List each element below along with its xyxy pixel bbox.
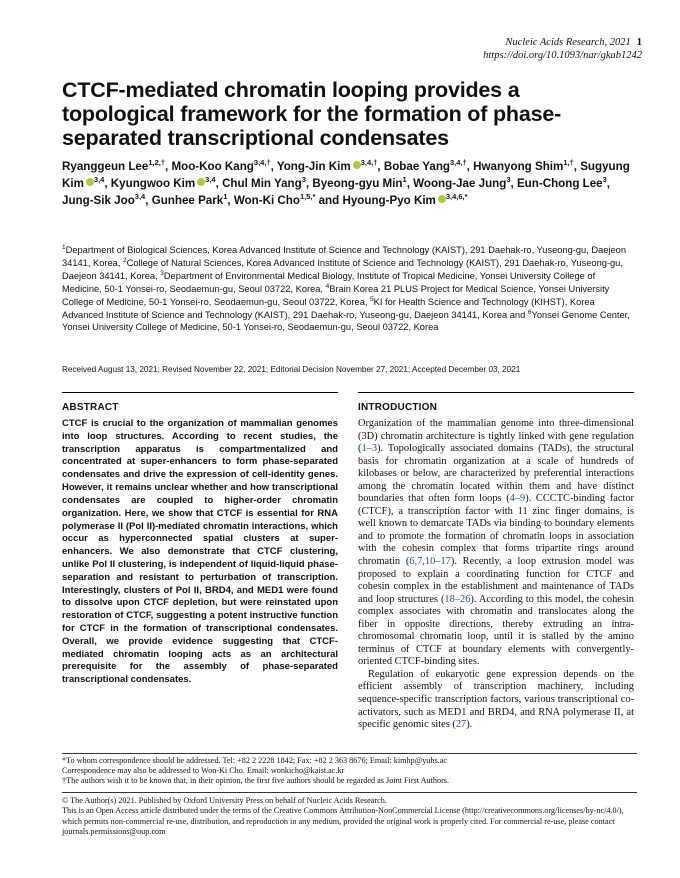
author-name: Hyoung-Pyo Kim xyxy=(342,194,436,207)
orcid-icon[interactable] xyxy=(353,161,361,169)
journal-header xyxy=(483,36,642,62)
paper-title: CTCF-mediated chromatin looping provides a topological framework for the formation of phase-separated transcriptional condensates xyxy=(62,78,562,150)
affiliation-marker: 6 xyxy=(527,308,532,316)
introduction-body xyxy=(358,418,634,732)
affiliation-marker: 5 xyxy=(370,295,374,303)
license-rule xyxy=(62,792,637,793)
author-name: Sugyung Kim xyxy=(62,160,630,190)
intro-text: ). CCCTC-binding factor (CTCF), a transcription factor with 11 zinc finger domains, is well known to demarcate TADs via binding to boundary elements and to promote the formation of chromatin loops in association with the cohesin complex that forms tripartite rings around chromatin ( xyxy=(358,493,634,568)
author-affiliation-marker: 1 xyxy=(223,192,228,202)
author-name: Jung-Sik Joo xyxy=(62,194,135,207)
license-block xyxy=(62,796,637,837)
citation-link[interactable]: 6,7,10–17 xyxy=(409,556,451,568)
author-affiliation-marker: 3,4 xyxy=(205,175,216,185)
author-name: Eun-Chong Lee xyxy=(516,177,603,190)
affiliation-text: KI for Health Science and Technology (KIHST), Korea Advanced Institute of Science and Technology (KAIST), 291 Daehak-ro, Yuseong-gu, Daejeon 34141, Korea and xyxy=(62,296,595,320)
author-affiliation-marker: 1 xyxy=(402,175,407,185)
intro-text: ). xyxy=(466,719,473,731)
author-affiliation-marker: 1,† xyxy=(563,158,574,168)
intro-text: Organization of the mammalian genome into three-dimensional (3D) chromatin architecture is tightly linked with gene regulation ( xyxy=(358,418,634,455)
author-name: Won-Ki Cho xyxy=(233,194,300,207)
author-name: Kyungwoo Kim xyxy=(110,177,196,190)
orcid-icon[interactable] xyxy=(86,178,94,186)
abstract-rule xyxy=(62,392,338,393)
affiliation-text: Department of Environmental Medical Biology, Institute of Tropical Medicine, Yonsei University College of Medicine, 50-1 Yonsei-ro, Seodaemun-gu, Seoul 03722, Korea, xyxy=(62,270,596,294)
affiliation-marker: 2 xyxy=(123,256,127,264)
abstract-text: CTCF is crucial to the organization of mammalian genomes into loop structures. According to recent studies, the transcription apparatus is compartmentalized and concentrated at super-enhancers to form phase-separated condensates and drive the expression of cell-identity genes. However, it remains unclear whether and how transcriptional condensates are coupled to higher-order chromatin organization. Here, we show that CTCF is essential for RNA polymerase II (Pol II)-mediated chromatin interactions, which occur as hyperconnected spatial clusters at super-enhancers. We also demonstrate that CTCF clustering, unlike Pol II clustering, is independent of liquid-liquid phase-separation and resistant to perturbation of transcription. Interestingly, clusters of Pol II, BRD4, and MED1 were found to dissolve upon CTCF depletion, but were reinstated upon restoration of CTCF, suggesting a potent instructive function for CTCF in the formation of transcriptional condensates. Overall, we provide evidence suggesting that CTCF-mediated chromatin looping acts as an architectural prerequisite for the assembly of phase-separated transcriptional condensates. xyxy=(62,418,338,686)
author-affiliation-marker: 3,4 xyxy=(134,192,146,202)
orcid-icon[interactable] xyxy=(438,195,446,203)
footnote-joint-authors: †The authors wish it to be known that, in their opinion, the first five authors should be regarded as Joint First Authors. xyxy=(62,776,450,786)
intro-text: ). According to this model, the cohesin complex associates with chromatin and translocates along the fiber in opposite directions, thereby extruding an intra-chromosomal chromatin loop, until it is stalled by the amino terminus of CTCF at boundary elements with convergently-oriented CTCF-binding sites. xyxy=(358,593,635,668)
license-text: This is an Open Access article distributed under the terms of the Creative Commons Attribution-NonCommercial License (http://creativecommons.org/licenses/by-nc/4.0/), which permits non-commercial re-use, distribution, and reproduction in any medium, provided the original work is properly cited. For commercial re-use, please contact journals.permissions@oup.com xyxy=(62,806,624,836)
received-dates: Received August 13, 2021; Revised November 22, 2021; Editorial Decision November 27, 2021; Accepted December 03, 2021 xyxy=(62,365,521,374)
citation-link[interactable]: 27 xyxy=(455,719,467,731)
author-name: Chul Min Yang xyxy=(222,177,302,190)
affiliation-marker: 3 xyxy=(160,269,164,277)
author-affiliation-marker: 3 xyxy=(506,175,511,185)
intro-paragraph-1 xyxy=(358,418,634,669)
citation-link[interactable]: 4–9 xyxy=(509,493,526,505)
author-affiliation-marker: 1,5,* xyxy=(299,192,316,202)
author-name: Ryanggeun Lee xyxy=(62,160,149,173)
footnote-rule xyxy=(62,753,637,754)
author-list: Ryanggeun Lee$^{1,2,\dagger}$, Moo-Koo Kang$^{3,4,\dagger}$, Yong-Jin Kim $^{3,4,\dagger}$, Bobae Yang$^{3,4,\dagger}$, Hwanyong Shim$^{1,\dagger}$, Sugyung Kim $^{3,4}$, Kyungwoo Kim $^{3,4}$, Chul Min Yang$^3$, Byeong-gyu Min$^1$, Woong-Jae Jung$^3$, Eun-Chong Lee$^3$, Jung-Sik Joo$^{3,4}$, Gunhee Park$^1$, Won-Ki Cho$^{1,5,*}$ and Hyoung-Pyo Kim $^{3,4,6,*}$ xyxy=(62,158,630,207)
affiliations xyxy=(62,244,637,334)
affiliation-text: Department of Biological Sciences, Korea Advanced Institute of Science and Technology (KAIST), 291 Daehak-ro, Yuseong-gu, Daejeon 34141, Korea, xyxy=(62,245,627,268)
author-name: Bobae Yang xyxy=(383,160,450,173)
affiliation-text: Yonsei Genome Center, Yonsei University College of Medicine, 50-1 Yonsei-ro, Seodaemun-gu, Seoul 03722, Korea xyxy=(62,309,630,333)
abstract-heading: ABSTRACT xyxy=(62,402,119,413)
author-affiliation-marker: 3,4 xyxy=(93,175,105,185)
footnote-correspondence-alt: Correspondence may also be addressed to Won-Ki Cho. Email: wonkicho@kaist.ac.kr xyxy=(62,766,345,776)
author-affiliation-marker: 1,2,† xyxy=(148,158,166,168)
author-name: Hwanyong Shim xyxy=(473,160,564,173)
affiliation-text: College of Natural Sciences, Korea Advanced Institute of Science and Technology (KAIST), 291 Daehak-ro, Yuseong-gu, Daejeon 34141, Korea, xyxy=(62,257,623,281)
citation-link[interactable]: 18–26 xyxy=(444,593,471,605)
doi-link[interactable]: https://doi.org/10.1093/nar/gkab1242 xyxy=(483,50,642,61)
footnotes xyxy=(62,756,637,787)
intro-paragraph-2 xyxy=(358,669,634,732)
page-number: 1 xyxy=(636,37,642,48)
author-affiliation-marker: 3 xyxy=(602,175,607,185)
author-name: Gunhee Park xyxy=(151,194,224,207)
author-affiliation-marker: 3,4,† xyxy=(360,158,378,168)
orcid-icon[interactable] xyxy=(197,178,205,186)
intro-text: Regulation of eukaryotic gene expression depends on the efficient assembly of transcription machinery, including sequence-specific transcription factors, various transcriptional co-activators, such as MED1 and BRD4, and RNA polymerase II, at specific genomic sites ( xyxy=(358,668,634,731)
author-affiliation-marker: 3,4,6,* xyxy=(445,192,468,202)
author-affiliation-marker: 3,4,† xyxy=(253,158,271,168)
affiliation-text: Brain Korea 21 PLUS Project for Medical Science, Yonsei University College of Medicine, 50-1 Yonsei-ro, Seodaemun-gu, Seoul 03722, Korea, xyxy=(62,283,610,307)
copyright-line: © The Author(s) 2021. Published by Oxford University Press on behalf of Nucleic Acids Research. xyxy=(62,796,387,805)
citation-link[interactable]: 1–3 xyxy=(361,443,378,455)
author-name: Woong-Jae Jung xyxy=(413,177,507,190)
author-affiliation-marker: 3 xyxy=(301,175,306,185)
author-name: Yong-Jin Kim xyxy=(276,160,351,173)
author-name: Moo-Koo Kang xyxy=(171,160,254,173)
author-name: Byeong-gyu Min xyxy=(312,177,403,190)
intro-text: ). Topologically associated domains (TADs), the structural basis for chromatin organization at a scale of hundreds of kilobases or below, are characterized by preferential interactions among the chromatin located within them and have distinct boundaries that often form loops ( xyxy=(358,443,634,505)
intro-text: ). Recently, a loop extrusion model was proposed to explain a coordinating function for CTCF and cohesin complex in the establishment and maintenance of TADs and loop structures ( xyxy=(358,556,634,605)
intro-heading: INTRODUCTION xyxy=(358,402,438,413)
footnote-correspondence: *To whom correspondence should be addressed. Tel: +82 2 2228 1842; Fax: +82 2 363 8676; Email: kimhp@yuhs.ac xyxy=(62,756,447,765)
affiliation-marker: 4 xyxy=(325,282,330,290)
affiliation-marker: 1 xyxy=(62,243,66,251)
intro-rule xyxy=(358,392,634,393)
journal-name: Nucleic Acids Research, 2021 xyxy=(505,37,631,48)
author-affiliation-marker: 3,4,† xyxy=(449,158,467,168)
